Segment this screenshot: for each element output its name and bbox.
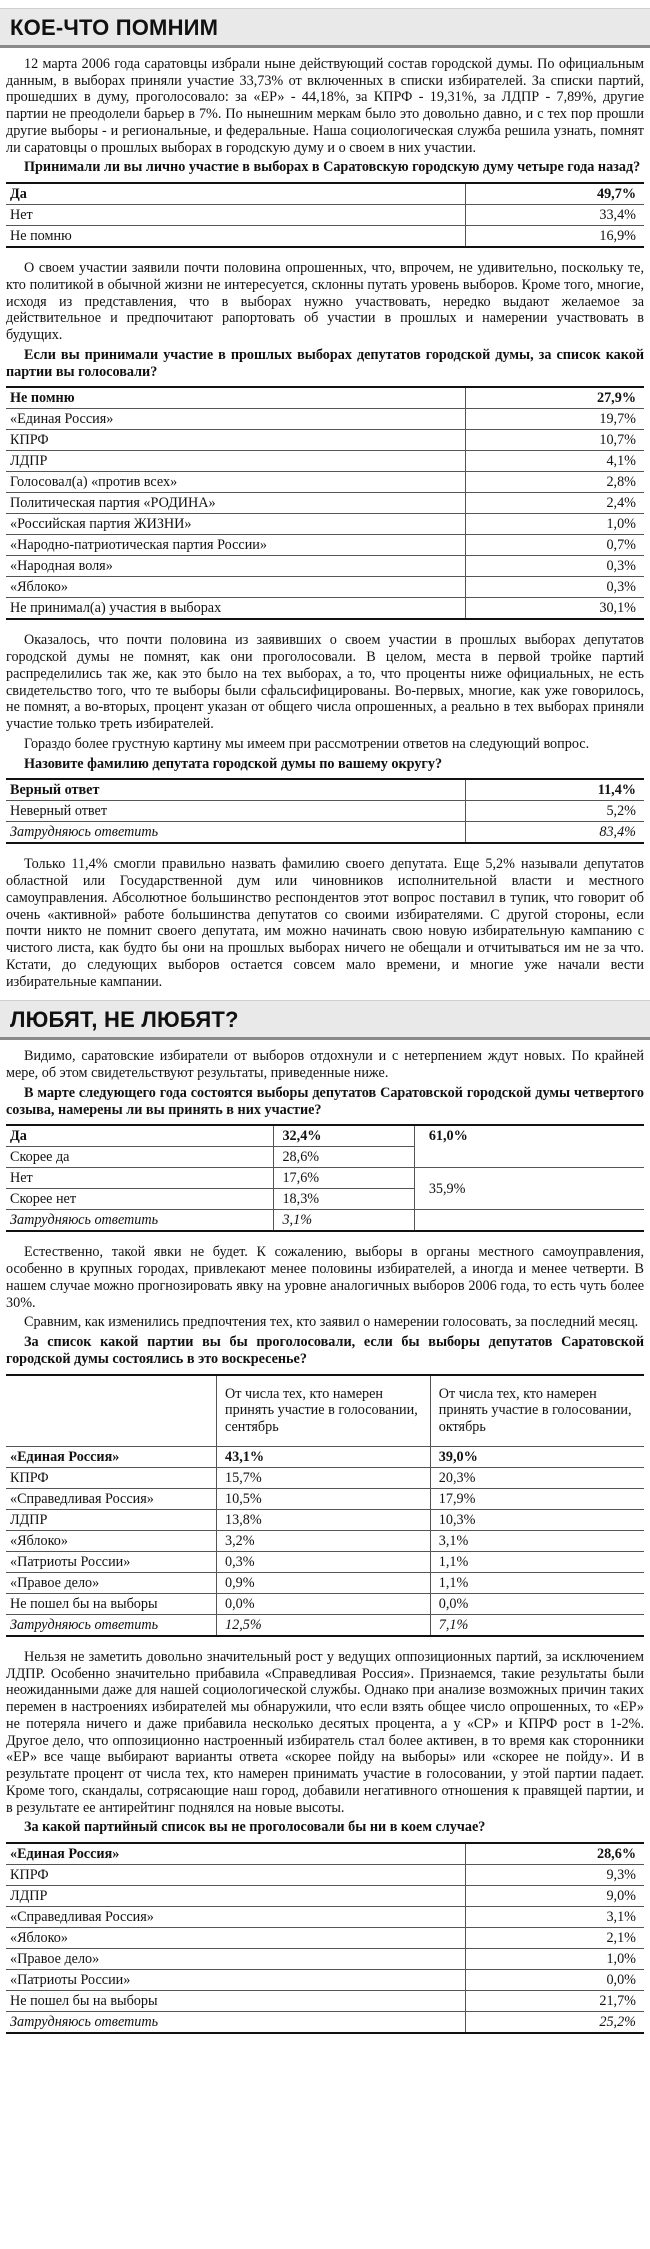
table-row [6,2012,644,2034]
paragraph: Естественно, такой явки не будет. К сожалению, выборы в органы местного самоуправления, особенно в крупных городах, привлекают менее половины избирателей, а иногда и менее четверти. В нашем случае можно прогнозировать явку на уровне аналогичных выборов 2006 года, то есть чуть более 30%. [6,1244,644,1311]
header-september: От числа тех, кто намерен принять участие в голосовании, сентябрь [217,1375,431,1447]
section-header-1 [0,8,650,48]
row-label: Да [6,1125,274,1147]
row-label: «Правое дело» [6,1572,217,1593]
table-row [6,1886,644,1907]
table-row [6,1488,644,1509]
row-label: «Яблоко» [6,1530,217,1551]
row-label: ЛДПР [6,451,465,472]
row-value: 2,1% [465,1928,644,1949]
row-value-sep: 0,3% [217,1551,431,1572]
row-label: Затрудняюсь ответить [6,1614,217,1636]
paragraph: Сравним, как изменились предпочтения тех, кто заявил о намерении голосовать, за последний месяц. [24,1314,639,1331]
table-row [6,183,644,205]
row-value-oct: 7,1% [430,1614,644,1636]
table-row [6,556,644,577]
question: Если вы принимали участие в прошлых выборах депутатов городской думы, за список какой партии вы голосовали? [6,346,644,380]
table-row [6,779,644,801]
row-label: Затрудняюсь ответить [6,822,465,844]
table-row [6,1991,644,2012]
row-value-oct: 0,0% [430,1593,644,1614]
table-row [6,409,644,430]
row-value: 4,1% [465,451,644,472]
row-label: «Народно-патриотическая партия России» [6,535,465,556]
row-label: КПРФ [6,1865,465,1886]
row-value: 49,7% [465,183,644,205]
table-row [6,801,644,822]
table-row [6,598,644,620]
row-value: 3,1% [465,1907,644,1928]
row-value: 11,4% [465,779,644,801]
row-value-sep: 0,9% [217,1572,431,1593]
row-value: 18,3% [274,1189,414,1210]
table-row [6,1210,644,1232]
row-value-oct: 39,0% [430,1446,644,1467]
row-value: 83,4% [465,822,644,844]
table-row [6,226,644,248]
row-value: 3,1% [274,1210,414,1232]
row-value: 17,6% [274,1168,414,1189]
row-label: «Яблоко» [6,1928,465,1949]
row-value: 32,4% [274,1125,414,1147]
table-past-vote [6,386,644,620]
row-value-oct: 3,1% [430,1530,644,1551]
table-row [6,822,644,844]
row-value: 21,7% [465,1991,644,2012]
row-value: 28,6% [465,1843,644,1865]
row-label: Скорее да [6,1147,274,1168]
row-value-oct: 10,3% [430,1509,644,1530]
table-anti-rating [6,1842,644,2034]
row-value-oct: 1,1% [430,1551,644,1572]
table-row [6,1928,644,1949]
table-row [6,1467,644,1488]
row-value: 27,9% [465,387,644,409]
row-value-sep: 12,5% [217,1614,431,1636]
table-row [6,493,644,514]
empty-cell [414,1210,644,1232]
paragraph: Нельзя не заметить довольно значительный рост у ведущих оппозиционных партий, за исключением ЛДПР. Особенно значительно прибавила «Справедливая Россия». Признаемся, такие результаты были неожиданными даже для нашей социологической службы. Однако при анализе возможных причин таких перемен в настроениях избирателей мы обнаружили, что если взять общее число опрошенных, то «ЕР» не потеряла ничего и даже прибавила несколько десятых процента, а у «СР» и КПРФ рост в 1-2%. Другое дело, что оппозиционно настроенный избиратель стал более активен, в то время как сторонники «ЕР» все чаще выбирают варианты ответа «скорее пойду на выборы» или «скорее не пойду». И в результате процент от числа тех, кто намерен принимать участие в голосовании, у этой партии падает. Кроме того, скандалы, сотрясающие наш город, добавили негативного отношения к правящей партии, и в результате ее антирейтинг поднялся на новые высоты. [6,1648,644,1816]
row-label: «Яблоко» [6,577,465,598]
row-label: ЛДПР [6,1886,465,1907]
row-value: 19,7% [465,409,644,430]
row-value: 0,3% [465,556,644,577]
row-label: «Правое дело» [6,1949,465,1970]
table-row [6,1551,644,1572]
row-value: 2,4% [465,493,644,514]
row-label: Да [6,183,465,205]
row-label: Политическая партия «РОДИНА» [6,493,465,514]
table-row [6,205,644,226]
paragraph: 12 марта 2006 года саратовцы избрали ныне действующий состав городской думы. По официальным данным, в выборах приняли участие 33,73% от включенных в списки избирателей. За списки партий, прошедших в думу, проголосовало: за «ЕР» - 44,18%, за КПРФ - 19,31%, за ЛДПР - 7,89%, другие партии не преодолели барьер в 7%. По нынешним меркам было это довольно давно, и с тех пор прошли другие выборы - и региональные, и федеральные. Наша социологическая служба решила узнать, помнят ли саратовцы о прошлых выборах в городскую думу и о своем в них участии. [6,55,644,156]
row-value-sep: 10,5% [217,1488,431,1509]
table-row [6,1843,644,1865]
row-label: Не помню [6,226,465,248]
row-value: 2,8% [465,472,644,493]
table-row [6,1865,644,1886]
table-row [6,1446,644,1467]
row-value: 9,0% [465,1886,644,1907]
row-value: 0,0% [465,1970,644,1991]
question: За какой партийный список вы не проголосовали бы ни в коем случае? [24,1819,486,1836]
paragraph: О своем участии заявили почти половина опрошенных, что, впрочем, не удивительно, поскольку те, кто политикой в обычной жизни не интересуется, склонны путать уровень выборов. Кроме того, многие, исходя из представления, что в выборах нужно участвовать, нередко выдают желаемое за действительное и предпочитают рапортовать об участии в прошлых и намерении участвовать в будущих. [6,260,644,344]
row-label: ЛДПР [6,1509,217,1530]
row-value: 28,6% [274,1147,414,1168]
paragraph: Видимо, саратовские избиратели от выборов отдохнули и с нетерпением ждут новых. По крайней мере, об этом свидетельствуют результаты, приведенные ниже. [6,1048,644,1082]
table-header-row [6,1375,644,1447]
row-label: КПРФ [6,1467,217,1488]
table-row [6,1593,644,1614]
table-row [6,1509,644,1530]
row-label: «Справедливая Россия» [6,1907,465,1928]
row-value-oct: 20,3% [430,1467,644,1488]
row-value: 0,3% [465,577,644,598]
question: В марте следующего года состоятся выборы депутатов Саратовской городской думы четвертого созыва, намерены ли вы принять в них участие? [6,1084,644,1118]
table-row [6,387,644,409]
table-intention [6,1124,644,1232]
table-row [6,1949,644,1970]
row-value-sep: 3,2% [217,1530,431,1551]
paragraph: Только 11,4% смогли правильно назвать фамилию своего депутата. Еще 5,2% называли депутатов областной или Государственной дум или чиновников исполнительной власти и местного самоуправления. Абсолютное большинство респондентов этот вопрос поставил в тупик, что говорит об очень «активной» работе большинства депутатов со своими избирателями. С другой стороны, если почти никто не помнит своего депутата, им можно начинать свою новую избирательную кампанию с чистого листа, как будто бы они на прошлых выборах ничего не обещали и отчитываться им не за что. Кстати, до следующих выборов остается совсем мало времени, и многие уже начали вести избирательные кампании. [6,856,644,990]
row-value-oct: 1,1% [430,1572,644,1593]
section-header-2 [0,1000,650,1040]
table-row [6,577,644,598]
row-label: Неверный ответ [6,801,465,822]
row-label: Не принимал(а) участия в выборах [6,598,465,620]
row-value: 33,4% [465,205,644,226]
row-label: Верный ответ [6,779,465,801]
table-row [6,1572,644,1593]
section-title-1: КОЕ-ЧТО ПОМНИМ [10,15,219,40]
sum-no-value: 35,9% [414,1168,644,1210]
table-party-preference [6,1374,644,1637]
table-row [6,430,644,451]
row-label: «Патриоты России» [6,1551,217,1572]
row-label: Затрудняюсь ответить [6,2012,465,2034]
row-label: «Единая Россия» [6,1843,465,1865]
table-row [6,1530,644,1551]
row-value: 1,0% [465,1949,644,1970]
table-participation [6,182,644,248]
table-row [6,1970,644,1991]
row-value: 1,0% [465,514,644,535]
row-value: 10,7% [465,430,644,451]
row-label: «Народная воля» [6,556,465,577]
header-empty [6,1375,217,1447]
table-row [6,514,644,535]
row-value-oct: 17,9% [430,1488,644,1509]
table-row [6,535,644,556]
row-label: «Единая Россия» [6,1446,217,1467]
row-label: Не пошел бы на выборы [6,1593,217,1614]
row-value-sep: 15,7% [217,1467,431,1488]
row-value: 5,2% [465,801,644,822]
row-label: Нет [6,205,465,226]
table-row [6,472,644,493]
row-value-sep: 43,1% [217,1446,431,1467]
row-value: 25,2% [465,2012,644,2034]
row-label: Не помню [6,387,465,409]
row-value: 16,9% [465,226,644,248]
table-row [6,1614,644,1636]
row-label: «Патриоты России» [6,1970,465,1991]
table-row [6,1168,644,1189]
question: Назовите фамилию депутата городской думы по вашему округу? [24,755,443,772]
row-label: Затрудняюсь ответить [6,1210,274,1232]
question: За список какой партии вы бы проголосовали, если бы выборы депутатов Саратовской городской думы состоялись в это воскресенье? [6,1334,644,1367]
row-value: 30,1% [465,598,644,620]
row-label: «Единая Россия» [6,409,465,430]
sum-yes-value: 61,0% [414,1125,644,1168]
row-label: Скорее нет [6,1189,274,1210]
question: Принимали ли вы лично участие в выборах в Саратовскую городскую думу четыре года назад? [24,159,641,176]
row-value: 9,3% [465,1865,644,1886]
row-value: 0,7% [465,535,644,556]
table-row [6,1125,644,1147]
row-value-sep: 0,0% [217,1593,431,1614]
row-value-sep: 13,8% [217,1509,431,1530]
section-title-2: ЛЮБЯТ, НЕ ЛЮБЯТ? [10,1007,239,1033]
row-label: «Справедливая Россия» [6,1488,217,1509]
table-row [6,1907,644,1928]
table-deputy-name [6,778,644,844]
paragraph: Гораздо более грустную картину мы имеем при рассмотрении ответов на следующий вопрос. [24,735,590,752]
row-label: «Российская партия ЖИЗНИ» [6,514,465,535]
table-row [6,451,644,472]
paragraph: Оказалось, что почти половина из заявивших о своем участии в прошлых выборах депутатов городской думы не помнят, как они проголосовали. В целом, места в первой тройке партий распределились так же, как это было на тех выборах, а то, что проценты ниже официальных, не есть свидетельство того, что те выборы были сфальсифицированы. Во-первых, многие, как уже говорилось, не помнят, а во-вторых, процент указан от общего числа опрошенных, а реально в тех выборах приняли участие только треть избирателей. [6,632,644,733]
row-label: КПРФ [6,430,465,451]
row-label: Нет [6,1168,274,1189]
row-label: Не пошел бы на выборы [6,1991,465,2012]
row-label: Голосовал(а) «против всех» [6,472,465,493]
header-october: От числа тех, кто намерен принять участие в голосовании, октябрь [430,1375,644,1447]
